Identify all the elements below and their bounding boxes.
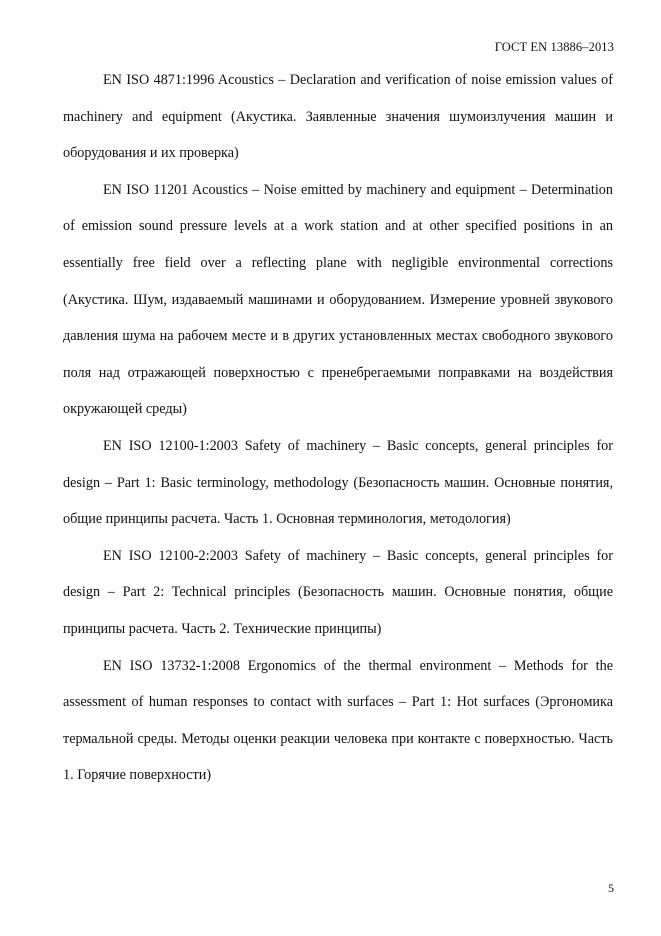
page-number: 5 [608, 881, 614, 895]
reference-item: EN ISO 4871:1996 Acoustics – Declaration and verification of noise emission values of machinery and equipment (Акустика. Заявленные значения шумоизлучения машин и оборудования и их проверка) [63, 72, 613, 162]
reference-item: EN ISO 12100-2:2003 Safety of machinery – Basic concepts, general principles for design – Part 2: Technical principles (Безопасность машин. Основные понятия, общие принципы расчета. Часть 2. Технические принципы) [63, 547, 613, 637]
reference-item: EN ISO 13732-1:2008 Ergonomics of the thermal environment – Methods for the assessment of human responses to contact with surfaces – Part 1: Hot surfaces (Эргономика термальной среды. Методы оценки реакции человека при контакте с поверхностью. Часть 1. Горячие поверхности) [63, 657, 613, 784]
reference-list [63, 62, 613, 794]
standard-header: ГОСТ EN 13886–2013 [494, 40, 614, 54]
reference-item: EN ISO 11201 Acoustics – Noise emitted by machinery and equipment – Determination of emission sound pressure levels at a work station and at other specified positions in an essentially free field over a reflecting plane with negligible environmental corrections (Акустика. Шум, издаваемый машинами и оборудованием. Измерение уровней звукового давления шума на рабочем месте и в других установленных местах свободного звукового поля над отражающей поверхностью с пренебрегаемыми поправками на воздействия окружающей среды) [63, 181, 613, 418]
reference-item: EN ISO 12100-1:2003 Safety of machinery – Basic concepts, general principles for design – Part 1: Basic terminology, methodology (Безопасность машин. Основные понятия, общие принципы расчета. Часть 1. Основная терминология, методология) [63, 437, 613, 528]
